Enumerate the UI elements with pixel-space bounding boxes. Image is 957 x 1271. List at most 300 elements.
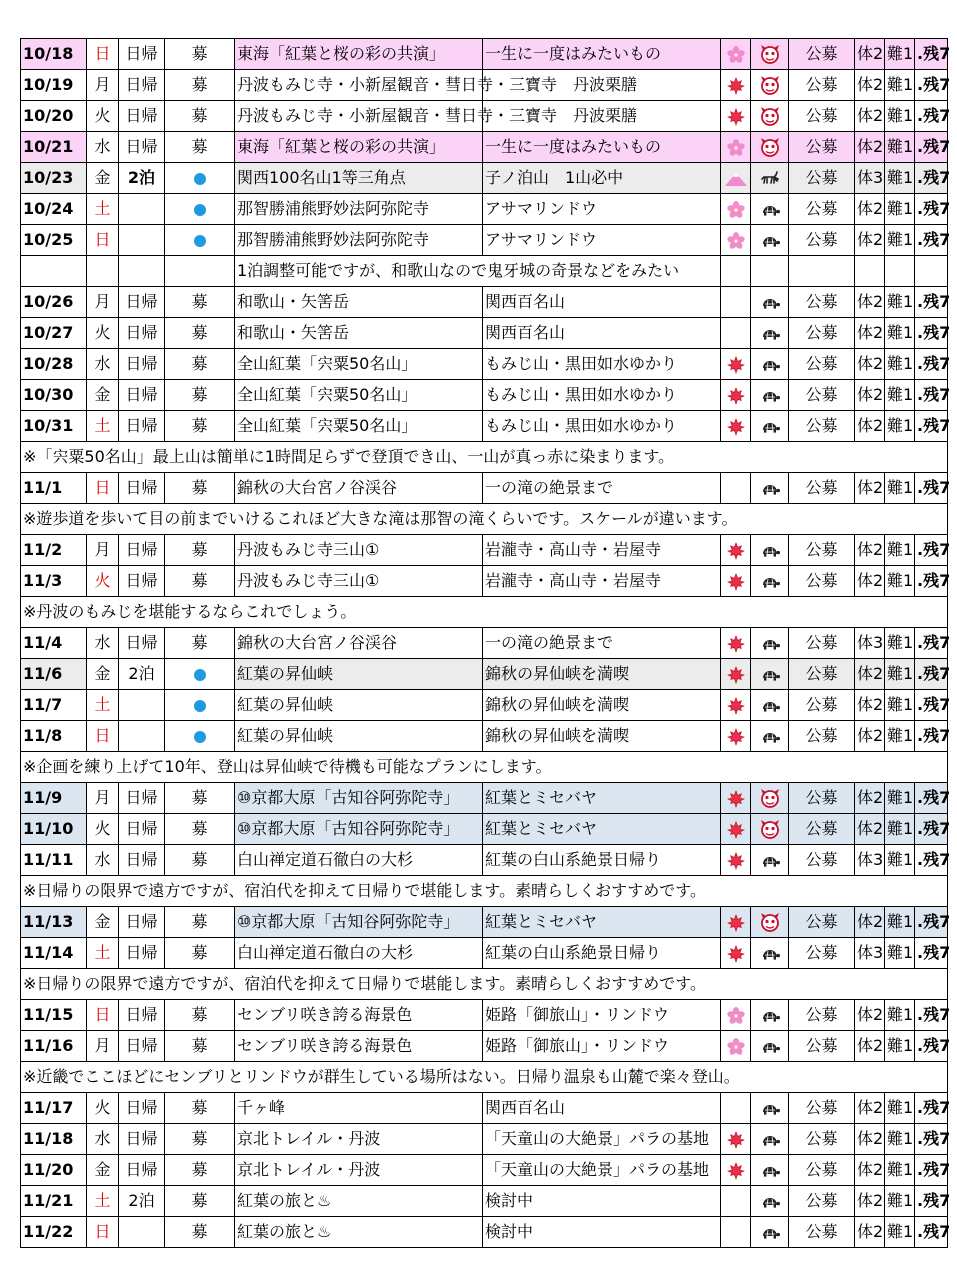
season-icon-cell [721,380,751,411]
schedule-row [21,783,948,814]
difficulty-icon-cell [751,473,789,504]
event-public: 公募 [789,690,855,721]
schedule-row [21,845,948,876]
difficulty-icon-cell [751,39,789,70]
event-stamina: 体2 [855,1155,885,1186]
event-difficulty: 難1 [885,101,915,132]
oni-icon [760,912,780,931]
event-difficulty: 難1 [885,473,915,504]
recruit-marker: 募 [165,938,235,969]
event-title: 和歌山・矢筈岳 [235,318,483,349]
event-title: ⑩京都大原「古知谷阿弥陀寺」 [235,814,483,845]
difficulty-icon-cell [751,566,789,597]
event-difficulty: 難1 [885,1186,915,1217]
empty-cell [915,256,948,287]
schedule-row [21,473,948,504]
event-weekday: 金 [87,380,119,411]
event-note: 岩瀧寺・高山寺・岩屋寺 [483,535,721,566]
event-trip-type: 日帰 [119,814,165,845]
recruit-marker: 募 [165,1186,235,1217]
sakura-icon [727,1005,745,1024]
event-trip-type: 日帰 [119,101,165,132]
maple-icon [726,571,746,590]
event-difficulty: 難1 [885,349,915,380]
event-public: 公募 [789,163,855,194]
schedule-row [21,659,948,690]
event-title: 京北トレイル・丹波 [235,1124,483,1155]
event-trip-type: 日帰 [119,1031,165,1062]
event-title: 丹波もみじ寺・小新屋観音・彗日寺・三寶寺 丹波栗膳 [235,70,483,101]
event-date: 10/27 [21,318,87,349]
blue-dot-icon [194,235,206,247]
event-stamina: 体2 [855,659,885,690]
event-remaining: .残7 [915,721,948,752]
event-stamina: 体2 [855,380,885,411]
season-icon-cell [721,535,751,566]
event-trip-type: 2泊 [119,1186,165,1217]
event-date: 10/19 [21,70,87,101]
event-title: ⑩京都大原「古知谷阿弥陀寺」 [235,907,483,938]
event-trip-type [119,690,165,721]
season-icon-cell [721,349,751,380]
event-note: 紅葉とミセバヤ [483,814,721,845]
event-remaining: .残7 [915,1217,948,1248]
event-weekday: 月 [87,783,119,814]
maple-icon [726,664,746,683]
event-difficulty: 難1 [885,318,915,349]
event-date: 10/26 [21,287,87,318]
event-difficulty: 難1 [885,1093,915,1124]
empty-cell [751,256,789,287]
recruit-marker [165,163,235,194]
recruit-marker: 募 [165,132,235,163]
event-weekday: 土 [87,690,119,721]
event-difficulty: 難1 [885,380,915,411]
maple-icon [726,1129,746,1148]
event-remaining: .残7 [915,1031,948,1062]
event-stamina: 体2 [855,225,885,256]
event-remaining: .残7 [915,473,948,504]
schedule-row [21,287,948,318]
event-weekday: 日 [87,721,119,752]
note-row [21,597,948,628]
empty-cell [855,256,885,287]
event-date: 10/20 [21,101,87,132]
recruit-marker: 募 [165,1124,235,1155]
season-icon-cell [721,628,751,659]
event-difficulty: 難1 [885,938,915,969]
turtle-icon [760,1160,780,1179]
event-trip-type: 日帰 [119,39,165,70]
turtle-icon [760,1098,780,1117]
event-note: 紅葉とミセバヤ [483,907,721,938]
recruit-marker: 募 [165,783,235,814]
schedule-row [21,907,948,938]
event-public: 公募 [789,194,855,225]
sakura-icon [727,44,745,63]
note-text: ※遊歩道を歩いて目の前までいけるこれほど大きな滝は那智の滝くらいです。スケールが違います。 [21,504,948,535]
event-note: 姫路「御旅山」・リンドウ [483,1031,721,1062]
schedule-row [21,628,948,659]
season-icon-cell [721,721,751,752]
season-icon-cell [721,1155,751,1186]
season-icon-cell [721,907,751,938]
event-public: 公募 [789,132,855,163]
turtle-icon [760,695,780,714]
event-stamina: 体2 [855,721,885,752]
event-date: 11/14 [21,938,87,969]
event-difficulty: 難1 [885,721,915,752]
recruit-marker: 募 [165,1155,235,1186]
season-icon-cell [721,1186,751,1217]
event-date: 11/2 [21,535,87,566]
difficulty-icon-cell [751,938,789,969]
season-icon-cell [721,659,751,690]
event-weekday: 日 [87,473,119,504]
event-remaining: .残7 [915,318,948,349]
event-date: 11/21 [21,1186,87,1217]
event-note: もみじ山・黒田如水ゆかり [483,349,721,380]
schedule-row [21,1031,948,1062]
schedule-row [21,380,948,411]
event-public: 公募 [789,628,855,659]
event-remaining: .残7 [915,287,948,318]
event-note: 子ノ泊山 1山必中 [483,163,721,194]
event-weekday: 水 [87,845,119,876]
event-note: 一生に一度はみたいもの [483,39,721,70]
recruit-marker: 募 [165,1093,235,1124]
event-difficulty: 難1 [885,225,915,256]
event-stamina: 体2 [855,1000,885,1031]
event-trip-type: 日帰 [119,318,165,349]
event-difficulty: 難1 [885,535,915,566]
event-note: 関西百名山 [483,318,721,349]
event-remaining: .残7 [915,845,948,876]
maple-icon [726,416,746,435]
event-trip-type: 2泊 [119,659,165,690]
event-public: 公募 [789,318,855,349]
event-note: 錦秋の昇仙峡を満喫 [483,721,721,752]
difficulty-icon-cell [751,1155,789,1186]
event-trip-type: 日帰 [119,845,165,876]
event-public: 公募 [789,721,855,752]
recruit-marker: 募 [165,349,235,380]
event-trip-type: 日帰 [119,473,165,504]
sub-note-row [21,256,948,287]
event-trip-type: 2泊 [119,163,165,194]
event-note: 紅葉とミセバヤ [483,783,721,814]
blue-dot-icon [194,731,206,743]
schedule-row [21,1186,948,1217]
note-text: ※「宍粟50名山」最上山は簡単に1時間足らずで登頂でき山、一山が真っ赤に染まります。 [21,442,948,473]
schedule-row [21,39,948,70]
event-date: 10/25 [21,225,87,256]
event-date: 11/11 [21,845,87,876]
recruit-marker: 募 [165,318,235,349]
event-public: 公募 [789,1186,855,1217]
event-title: 錦秋の大台宮ノ谷渓谷 [235,473,483,504]
event-remaining: .残7 [915,101,948,132]
oni-icon [760,819,780,838]
event-note: 岩瀧寺・高山寺・岩屋寺 [483,566,721,597]
event-date: 11/7 [21,690,87,721]
blue-dot-icon [194,669,206,681]
event-trip-type: 日帰 [119,380,165,411]
event-weekday: 日 [87,1217,119,1248]
event-remaining: .残7 [915,814,948,845]
event-trip-type: 日帰 [119,907,165,938]
recruit-marker: 募 [165,907,235,938]
event-trip-type: 日帰 [119,1000,165,1031]
event-weekday: 水 [87,628,119,659]
event-difficulty: 難1 [885,411,915,442]
event-trip-type: 日帰 [119,411,165,442]
season-icon-cell [721,1031,751,1062]
season-icon-cell [721,70,751,101]
event-note: 紅葉の白山系絶景日帰り [483,845,721,876]
event-date: 10/30 [21,380,87,411]
event-stamina: 体2 [855,1186,885,1217]
event-title: センブリ咲き誇る海景色 [235,1000,483,1031]
sakura-icon [727,1036,745,1055]
recruit-marker: 募 [165,1000,235,1031]
empty-cell [87,256,119,287]
season-icon-cell [721,1000,751,1031]
season-icon-cell [721,938,751,969]
maple-icon [726,354,746,373]
schedule-row [21,101,948,132]
event-weekday: 火 [87,318,119,349]
event-trip-type [119,721,165,752]
turtle-icon [760,354,780,373]
difficulty-icon-cell [751,1000,789,1031]
event-title: 全山紅葉「宍粟50名山」 [235,380,483,411]
event-stamina: 体2 [855,194,885,225]
sakura-icon [727,230,745,249]
schedule-table [20,38,951,1248]
turtle-icon [760,478,780,497]
event-date: 11/22 [21,1217,87,1248]
event-title: 千ヶ峰 [235,1093,483,1124]
event-note: 検討中 [483,1217,721,1248]
event-trip-type: 日帰 [119,70,165,101]
schedule-row [21,535,948,566]
event-remaining: .残7 [915,349,948,380]
event-title: 丹波もみじ寺・小新屋観音・彗日寺・三寶寺 丹波栗膳 [235,101,483,132]
event-remaining: .残7 [915,70,948,101]
note-row [21,752,948,783]
event-weekday: 水 [87,132,119,163]
event-difficulty: 難1 [885,287,915,318]
event-date: 10/24 [21,194,87,225]
event-stamina: 体2 [855,101,885,132]
event-note: 関西百名山 [483,287,721,318]
event-public: 公募 [789,39,855,70]
event-note: 姫路「御旅山」・リンドウ [483,1000,721,1031]
difficulty-icon-cell [751,163,789,194]
sakura-icon [727,137,745,156]
season-icon-cell [721,411,751,442]
maple-icon [726,850,746,869]
event-title: 錦秋の大台宮ノ谷渓谷 [235,628,483,659]
event-date: 11/16 [21,1031,87,1062]
event-weekday: 火 [87,814,119,845]
event-weekday: 日 [87,39,119,70]
event-note: 一の滝の絶景まで [483,473,721,504]
event-remaining: .残7 [915,628,948,659]
event-public: 公募 [789,1124,855,1155]
schedule-row [21,1124,948,1155]
event-stamina: 体2 [855,70,885,101]
event-trip-type: 日帰 [119,1124,165,1155]
note-text: ※日帰りの限界で遠方ですが、宿泊代を抑えて日帰りで堪能します。素晴らしくおすすめです。 [21,969,948,1000]
event-title: 丹波もみじ寺三山① [235,566,483,597]
event-remaining: .残7 [915,39,948,70]
turtle-icon [760,1129,780,1148]
event-remaining: .残7 [915,535,948,566]
empty-cell [721,256,751,287]
difficulty-icon-cell [751,659,789,690]
mountain-icon [724,168,748,187]
recruit-marker [165,721,235,752]
season-icon-cell [721,225,751,256]
turtle-icon [760,199,780,218]
recruit-marker: 募 [165,70,235,101]
event-public: 公募 [789,845,855,876]
season-icon-cell [721,1124,751,1155]
event-difficulty: 難1 [885,628,915,659]
event-title: 紅葉の旅と♨ [235,1186,483,1217]
note-row [21,969,948,1000]
event-stamina: 体3 [855,628,885,659]
event-trip-type: 日帰 [119,132,165,163]
event-title: 丹波もみじ寺三山① [235,535,483,566]
note-text: ※近畿でここほどにセンブリとリンドウが群生している場所はない。日帰り温泉も山麓で楽々登山。 [21,1062,948,1093]
recruit-marker: 募 [165,566,235,597]
difficulty-icon-cell [751,349,789,380]
schedule-row [21,349,948,380]
event-difficulty: 難1 [885,783,915,814]
oni-icon [760,75,780,94]
event-difficulty: 難1 [885,194,915,225]
turtle-icon [760,230,780,249]
event-stamina: 体2 [855,39,885,70]
event-public: 公募 [789,1155,855,1186]
event-difficulty: 難1 [885,814,915,845]
season-icon-cell [721,845,751,876]
event-remaining: .残7 [915,1124,948,1155]
schedule-row [21,132,948,163]
event-weekday: 金 [87,1155,119,1186]
oni-icon [760,106,780,125]
sakura-icon [727,199,745,218]
event-date: 11/1 [21,473,87,504]
recruit-marker [165,194,235,225]
event-title: 京北トレイル・丹波 [235,1155,483,1186]
event-title: 紅葉の昇仙峡 [235,690,483,721]
note-row [21,1062,948,1093]
event-trip-type: 日帰 [119,349,165,380]
recruit-marker [165,225,235,256]
event-stamina: 体2 [855,814,885,845]
event-weekday: 金 [87,907,119,938]
recruit-marker [165,659,235,690]
empty-cell [165,256,235,287]
turtle-icon [760,1222,780,1241]
recruit-marker: 募 [165,814,235,845]
note-row [21,442,948,473]
event-trip-type: 日帰 [119,938,165,969]
maple-icon [726,912,746,931]
empty-cell [885,256,915,287]
event-stamina: 体2 [855,349,885,380]
event-remaining: .残7 [915,659,948,690]
maple-icon [726,943,746,962]
maple-icon [726,726,746,745]
event-stamina: 体3 [855,845,885,876]
event-stamina: 体2 [855,1124,885,1155]
recruit-marker: 募 [165,39,235,70]
event-trip-type: 日帰 [119,628,165,659]
event-note: 関西百名山 [483,1093,721,1124]
blue-dot-icon [194,700,206,712]
recruit-marker: 募 [165,1217,235,1248]
event-title: 白山禅定道石徹白の大杉 [235,845,483,876]
event-stamina: 体2 [855,132,885,163]
season-icon-cell [721,39,751,70]
event-weekday: 日 [87,225,119,256]
difficulty-icon-cell [751,318,789,349]
turtle-icon [760,850,780,869]
difficulty-icon-cell [751,535,789,566]
event-date: 11/8 [21,721,87,752]
event-remaining: .残7 [915,132,948,163]
difficulty-icon-cell [751,225,789,256]
difficulty-icon-cell [751,380,789,411]
event-title: 白山禅定道石徹白の大杉 [235,938,483,969]
event-stamina: 体2 [855,783,885,814]
event-stamina: 体2 [855,690,885,721]
difficulty-icon-cell [751,845,789,876]
event-date: 10/18 [21,39,87,70]
event-date: 11/15 [21,1000,87,1031]
event-weekday: 金 [87,659,119,690]
difficulty-icon-cell [751,690,789,721]
event-title: 和歌山・矢筈岳 [235,287,483,318]
oni-icon [760,44,780,63]
recruit-marker: 募 [165,845,235,876]
turtle-icon [760,1191,780,1210]
recruit-marker: 募 [165,287,235,318]
event-remaining: .残7 [915,1093,948,1124]
oni-icon [760,137,780,156]
event-note: 「天童山の大絶景」パラの基地 [483,1124,721,1155]
event-remaining: .残7 [915,225,948,256]
turtle-icon [760,385,780,404]
turtle-icon [760,664,780,683]
event-public: 公募 [789,907,855,938]
event-difficulty: 難1 [885,659,915,690]
turtle-icon [760,1005,780,1024]
event-stamina: 体2 [855,1093,885,1124]
turtle-icon [760,633,780,652]
recruit-marker: 募 [165,535,235,566]
event-difficulty: 難1 [885,1124,915,1155]
turtle-icon [760,292,780,311]
event-date: 11/18 [21,1124,87,1155]
event-trip-type [119,194,165,225]
difficulty-icon-cell [751,783,789,814]
